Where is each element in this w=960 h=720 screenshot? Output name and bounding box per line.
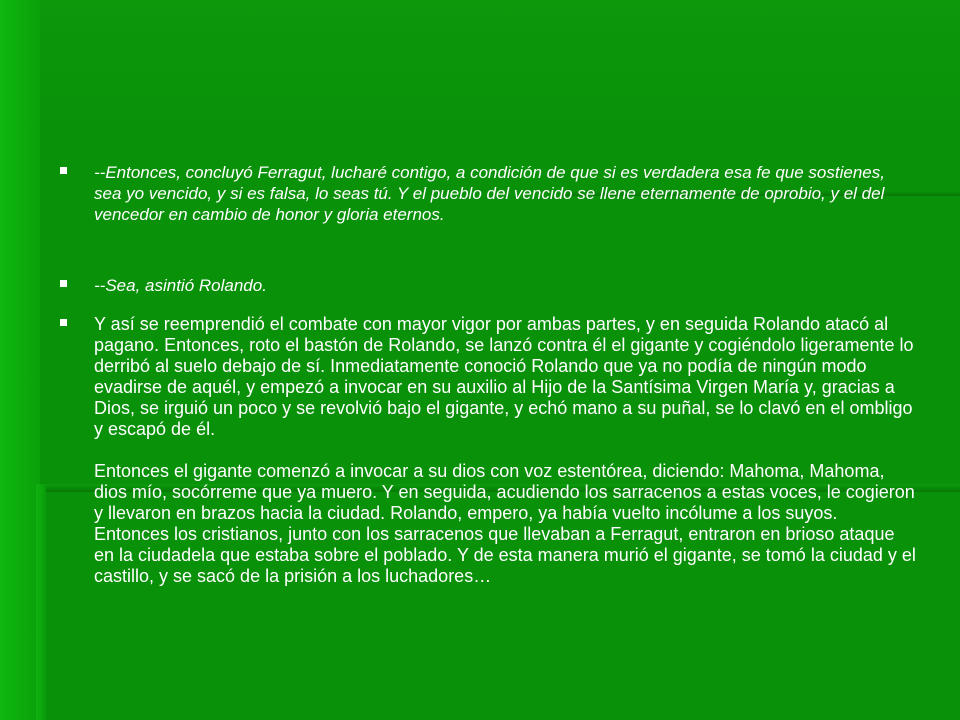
square-bullet-icon xyxy=(60,319,67,326)
bullet-text: --Sea, asintió Rolando. xyxy=(94,276,267,295)
bullet-continuation-text: Entonces el gigante comenzó a invocar a su dios con voz estentórea, diciendo: Mahoma, Mahoma, dios mío, socórreme que ya muero. Y en seguida, acudiendo los sarracenos a estas voces, le cogieron y llevaron en brazos hacia la ciudad. Rolando, empero, ya había vuelto incólume a los suyos. Entonces los cristianos, junto con los sarracenos que llevaban a Ferragut, entraron en brioso ataque en la ciudadela que estaba sobre el poblado. Y de esta manera murió el gigante, se tomó la ciudad y el castillo, y se sacó de la prisión a los luchadores… xyxy=(94,461,916,586)
paragraph-spacer xyxy=(94,440,916,461)
background-accent-column xyxy=(36,484,46,720)
background-top-band xyxy=(0,0,960,150)
bullet-item xyxy=(56,162,916,225)
bullet-item xyxy=(56,275,916,296)
slide-content xyxy=(56,162,916,587)
bullet-item xyxy=(56,314,916,587)
background-left-band xyxy=(0,0,40,720)
bullet-text: --Entonces, concluyó Ferragut, lucharé contigo, a condición de que si es verdadera esa fe que sostienes, sea yo vencido, y si es falsa, lo seas tú. Y el pueblo del vencido se llene eternamente de oprobio, y el del vencedor en cambio de honor y gloria eternos. xyxy=(94,163,885,224)
bullet-text: Y así se reemprendió el combate con mayor vigor por ambas partes, y en seguida Rolando atacó al pagano. Entonces, roto el bastón de Rolando, se lanzó contra él el gigante y cogiéndolo ligeramente lo derribó al suelo debajo de sí. Inmediatamente conoció Rolando que ya no podía de ningún modo evadirse de aquél, y empezó a invocar en su auxilio al Hijo de la Santísima Virgen María y, gracias a Dios, se irguió un poco y se revolvió bajo el gigante, y echó mano a su puñal, se lo clavó en el ombligo y escapó de él. xyxy=(94,314,914,439)
square-bullet-icon xyxy=(60,167,67,174)
square-bullet-icon xyxy=(60,280,67,287)
